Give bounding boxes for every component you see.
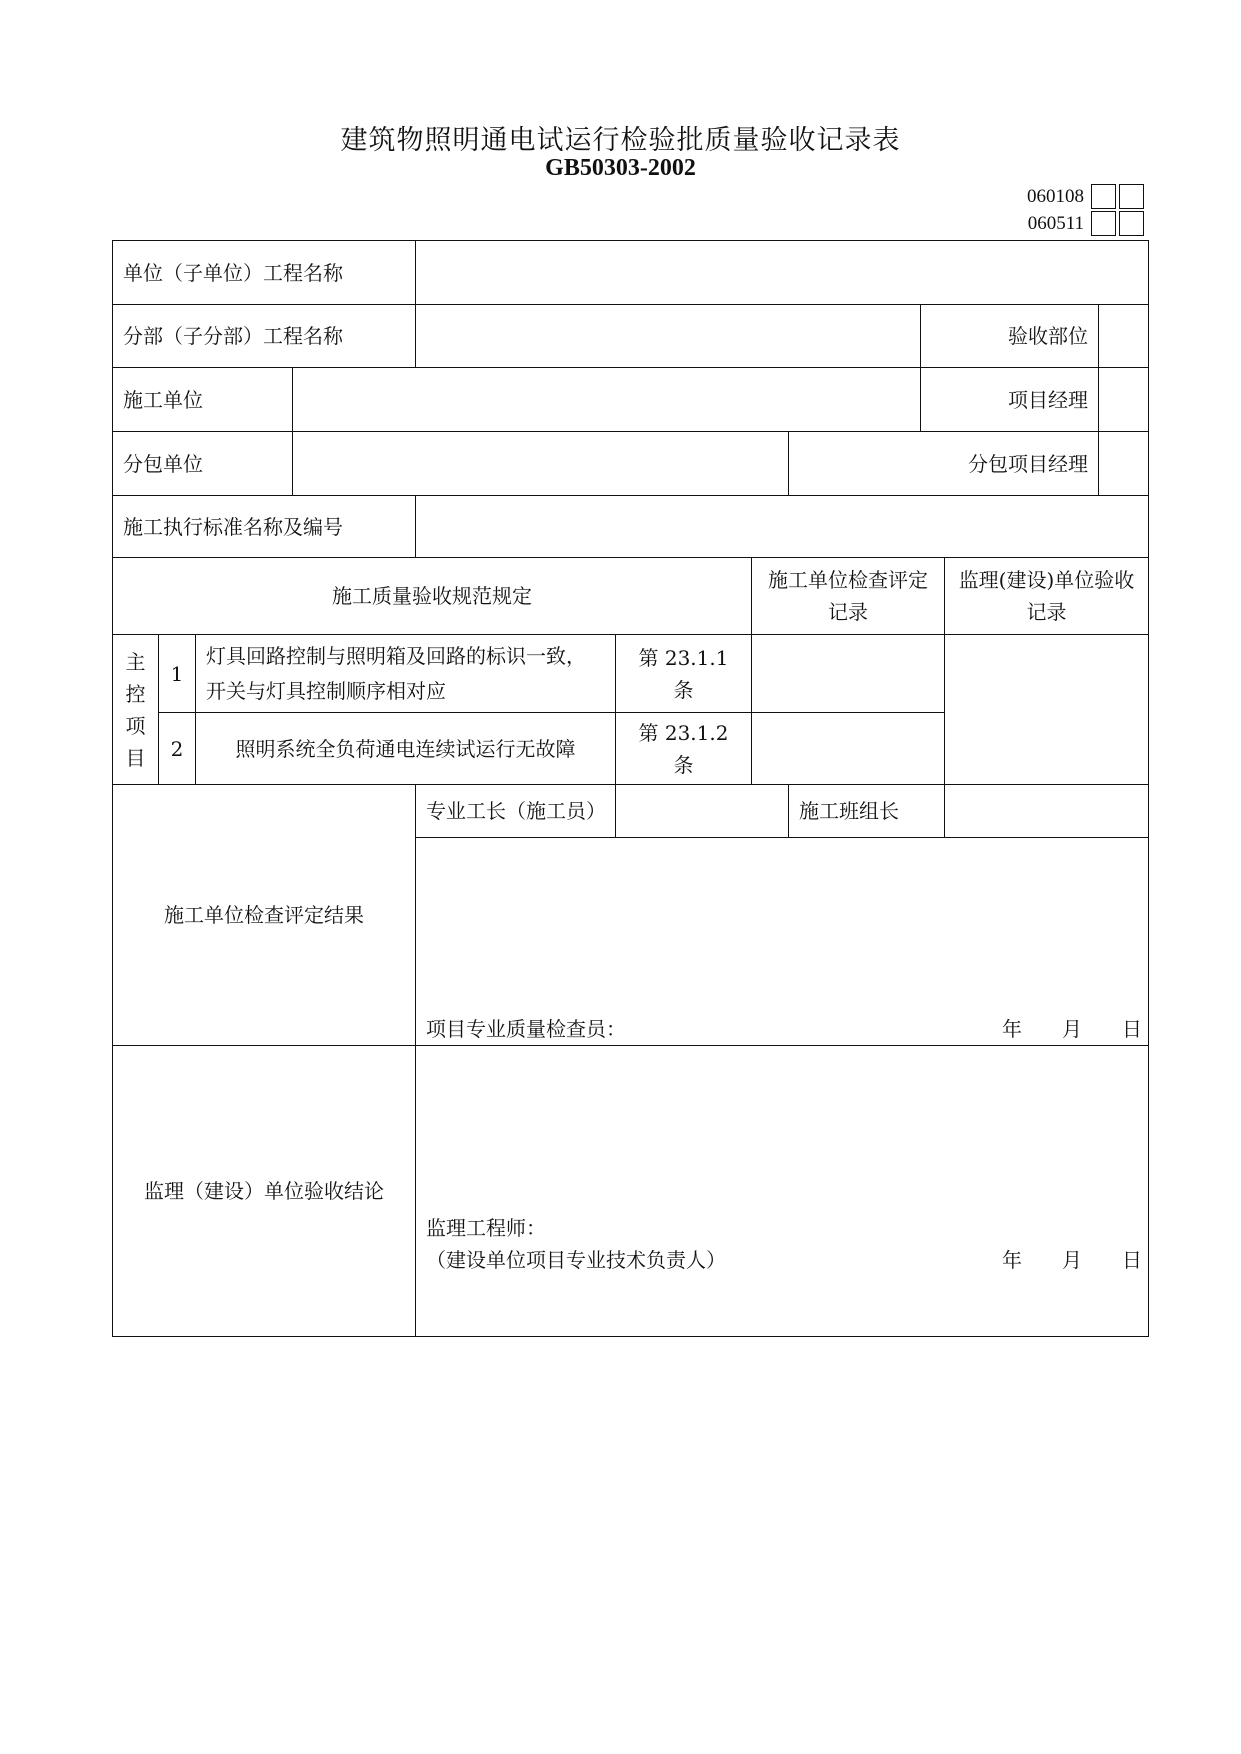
sub-project-field[interactable] [416,305,921,368]
code-box[interactable] [1091,211,1116,236]
check-date: 年 月 日 [1002,1017,1142,1041]
foreman-field[interactable] [616,785,789,838]
foreman-label: 专业工长（施工员） [416,785,616,838]
item-check-record-field[interactable] [752,713,945,785]
project-manager-field[interactable] [1099,368,1149,432]
unit-check-record-header: 施工单位检查评定记录 [752,558,945,635]
item-text: 照明系统全负荷通电连续试运行无故障 [196,713,616,785]
form-code: 060511 [1027,212,1084,234]
subcontract-manager-label: 分包项目经理 [789,432,1099,496]
unit-project-field[interactable] [416,241,1149,305]
supervision-record-header: 监理(建设)单位验收记录 [945,558,1149,635]
team-leader-field[interactable] [945,785,1149,838]
conclusion-date: 年 月 日 [1002,1248,1142,1272]
supervision-record-field[interactable] [945,635,1149,785]
check-result-label: 施工单位检查评定结果 [113,785,416,1046]
engineer-label: 监理工程师： [426,1216,546,1240]
page-title: 建筑物照明通电试运行检验批质量验收记录表 [340,125,901,156]
spec-rules-header: 施工质量验收规范规定 [113,558,752,635]
form-code-row-1 [1027,184,1144,209]
code-box[interactable] [1119,211,1144,236]
item-number: 1 [159,635,196,713]
engineer-note: （建设单位项目专业技术负责人） [426,1248,726,1272]
standard-name-field[interactable] [416,496,1149,558]
project-manager-label: 项目经理 [921,368,1099,432]
sub-project-label: 分部（子分部）工程名称 [113,305,416,368]
subcontract-unit-label: 分包单位 [113,432,293,496]
item-check-record-field[interactable] [752,635,945,713]
main-control-items-label: 主 控 项 目 [113,635,159,785]
construction-unit-field[interactable] [293,368,921,432]
subcontract-unit-field[interactable] [293,432,789,496]
item-text: 灯具回路控制与照明箱及回路的标识一致，开关与灯具控制顺序相对应 [196,635,616,713]
item-number: 2 [159,713,196,785]
item-clause: 第 23.1.1 条 [616,635,752,713]
code-box[interactable] [1091,184,1116,209]
conclusion-label: 监理（建设）单位验收结论 [113,1046,416,1337]
acceptance-part-label: 验收部位 [921,305,1099,368]
team-leader-label: 施工班组长 [789,785,945,838]
acceptance-part-field[interactable] [1099,305,1149,368]
subcontract-manager-field[interactable] [1099,432,1149,496]
construction-unit-label: 施工单位 [113,368,293,432]
form-code-row-2 [1028,211,1144,236]
standard-code: GB50303-2002 [545,155,696,181]
unit-project-label: 单位（子单位）工程名称 [113,241,416,305]
form-code: 060108 [1027,185,1084,207]
conclusion-field[interactable] [416,1046,1149,1337]
acceptance-form-table [112,240,1149,1337]
code-box[interactable] [1119,184,1144,209]
inspector-label: 项目专业质量检查员： [426,1017,626,1041]
check-result-field[interactable] [416,838,1149,1046]
standard-name-label: 施工执行标准名称及编号 [113,496,416,558]
item-clause: 第 23.1.2 条 [616,713,752,785]
